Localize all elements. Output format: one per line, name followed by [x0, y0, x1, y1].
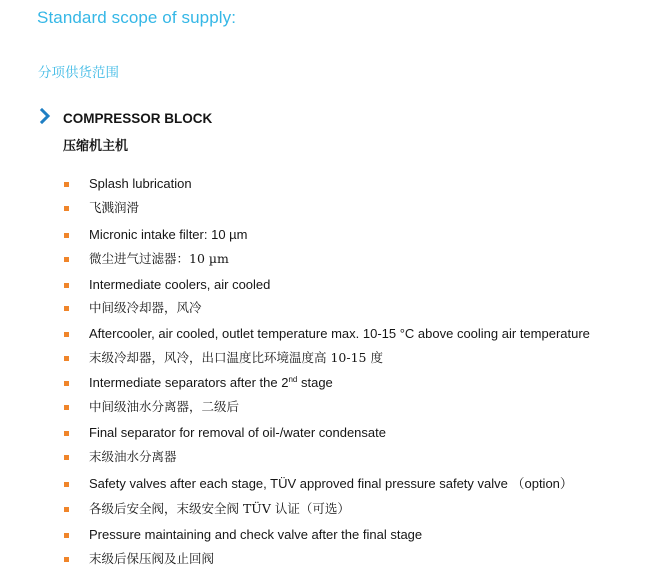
bullet-icon — [64, 332, 69, 337]
bullet-icon — [64, 533, 69, 538]
bullet-icon — [64, 356, 69, 361]
page-title: Standard scope of supply: — [37, 8, 237, 27]
list-item-text: 末级冷却器，风冷，出口温度比环境温度高 10-15 度 — [89, 350, 383, 365]
bullet-icon — [64, 283, 69, 288]
list-item-text: 微尘进气过滤器：10 µm — [89, 251, 229, 266]
list-item-text: 中间级冷却器，风冷 — [89, 300, 202, 315]
bullet-icon — [64, 405, 69, 410]
list-item-text: 飞溅润滑 — [89, 200, 140, 215]
bullet-icon — [64, 431, 69, 436]
list-item-text: Micronic intake filter: 10 µm — [89, 227, 248, 242]
list-item-text: 中间级油水分离器，二级后 — [89, 399, 240, 414]
bullet-icon — [64, 206, 69, 211]
bullet-icon — [64, 557, 69, 562]
bullet-icon — [64, 507, 69, 512]
list-item-text: Pressure maintaining and check valve after the final stage — [89, 527, 423, 542]
list-item-text: Intermediate coolers, air cooled — [89, 277, 271, 292]
list-item-text: Final separator for removal of oil-/water condensate — [89, 425, 386, 440]
list-item-text: 各级后安全阀，末级安全阀 TÜV 认证（可选） — [89, 501, 350, 516]
list-item-text: 末级后保压阀及止回阀 — [89, 551, 215, 566]
list-item-text: Safety valves after each stage, TÜV approved final pressure safety valve （option） — [89, 476, 573, 491]
section-title: COMPRESSOR BLOCK — [63, 111, 213, 126]
list-item-text: Aftercooler, air cooled, outlet temperature max. 10-15 °C above cooling air temperature — [89, 326, 590, 341]
bullet-icon — [64, 306, 69, 311]
bullet-icon — [64, 482, 69, 487]
superscript: nd — [288, 375, 298, 384]
chevron-right-icon — [39, 108, 53, 124]
section-subtitle-cn: 压缩机主机 — [63, 139, 129, 154]
bullet-icon — [64, 257, 69, 262]
list-item-text: Splash lubrication — [89, 176, 192, 191]
page-subtitle-cn: 分项供货范围 — [38, 65, 119, 81]
bullet-icon — [64, 455, 69, 460]
bullet-icon — [64, 182, 69, 187]
list-item-text: Intermediate separators after the 2nd stage — [89, 375, 333, 390]
bullet-icon — [64, 233, 69, 238]
bullet-icon — [64, 381, 69, 386]
list-item-text: 末级油水分离器 — [89, 449, 177, 464]
